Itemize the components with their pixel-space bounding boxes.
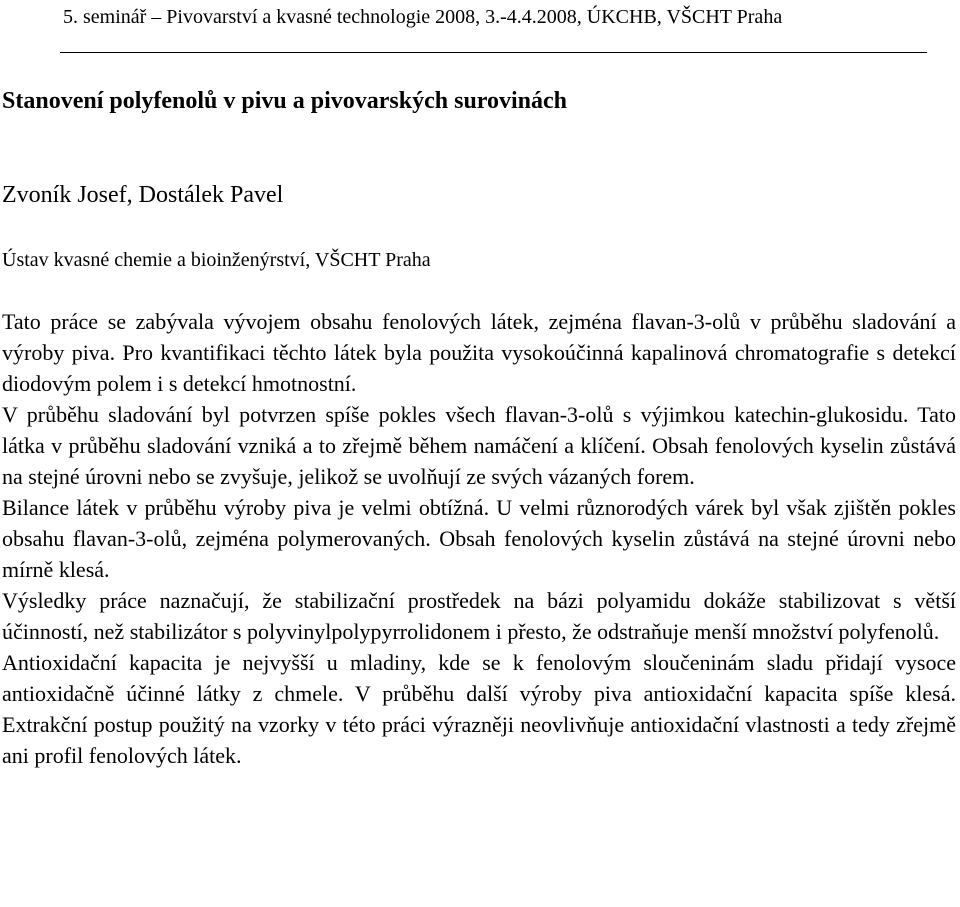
header-rule (60, 52, 927, 53)
abstract-body (2, 306, 956, 771)
article-authors: Zvoník Josef, Dostálek Pavel (2, 182, 284, 208)
paragraph-brewing-balance: Bilance látek v průběhu výroby piva je velmi obtížná. U velmi různorodých várek byl však zjištěn pokles obsahu flavan-3-olů, zejména polymerovaných. Obsah fenolových kyselin zůstává na stejné úrovni nebo mírně klesá. (2, 495, 956, 582)
paragraph-stabilization: Výsledky práce naznačují, že stabilizační prostředek na bázi polyamidu dokáže stabilizovat s větší účinností, než stabilizátor s polyvinylpolypyrrolidonem i přesto, že odstraňuje menší množství polyfenolů. (2, 588, 956, 644)
article-title: Stanovení polyfenolů v pivu a pivovarských surovinách (2, 88, 568, 114)
paragraph-methods: Tato práce se zabývala vývojem obsahu fenolových látek, zejména flavan-3-olů v průběhu sladování a výroby piva. Pro kvantifikaci těchto látek byla použita vysokoúčinná kapalinová chromatografie s detekcí diodovým polem i s detekcí hmotnostní. (2, 309, 956, 396)
article-affiliation: Ústav kvasné chemie a bioinženýrství, VŠCHT Praha (2, 249, 431, 271)
running-header: 5. seminář – Pivovarství a kvasné technologie 2008, 3.-4.4.2008, ÚKCHB, VŠCHT Praha (63, 6, 783, 28)
paragraph-malting: V průběhu sladování byl potvrzen spíše pokles všech flavan-3-olů s výjimkou katechin-glukosidu. Tato látka v průběhu sladování vzniká a to zřejmě během namáčení a klíčení. Obsah fenolových kyselin zůstává na stejné úrovni nebo se zvyšuje, jelikož se uvolňují ze svých vázaných forem. (2, 402, 956, 489)
paragraph-antioxidant: Antioxidační kapacita je nejvyšší u mladiny, kde se k fenolovým sloučeninám sladu přidají vysoce antioxidačně účinné látky z chmele. V průběhu další výroby piva antioxidační kapacita spíše klesá. Extrakční postup použitý na vzorky v této práci výrazněji neovlivňuje antioxidační vlastnosti a tedy zřejmě ani profil fenolových látek. (2, 650, 956, 768)
